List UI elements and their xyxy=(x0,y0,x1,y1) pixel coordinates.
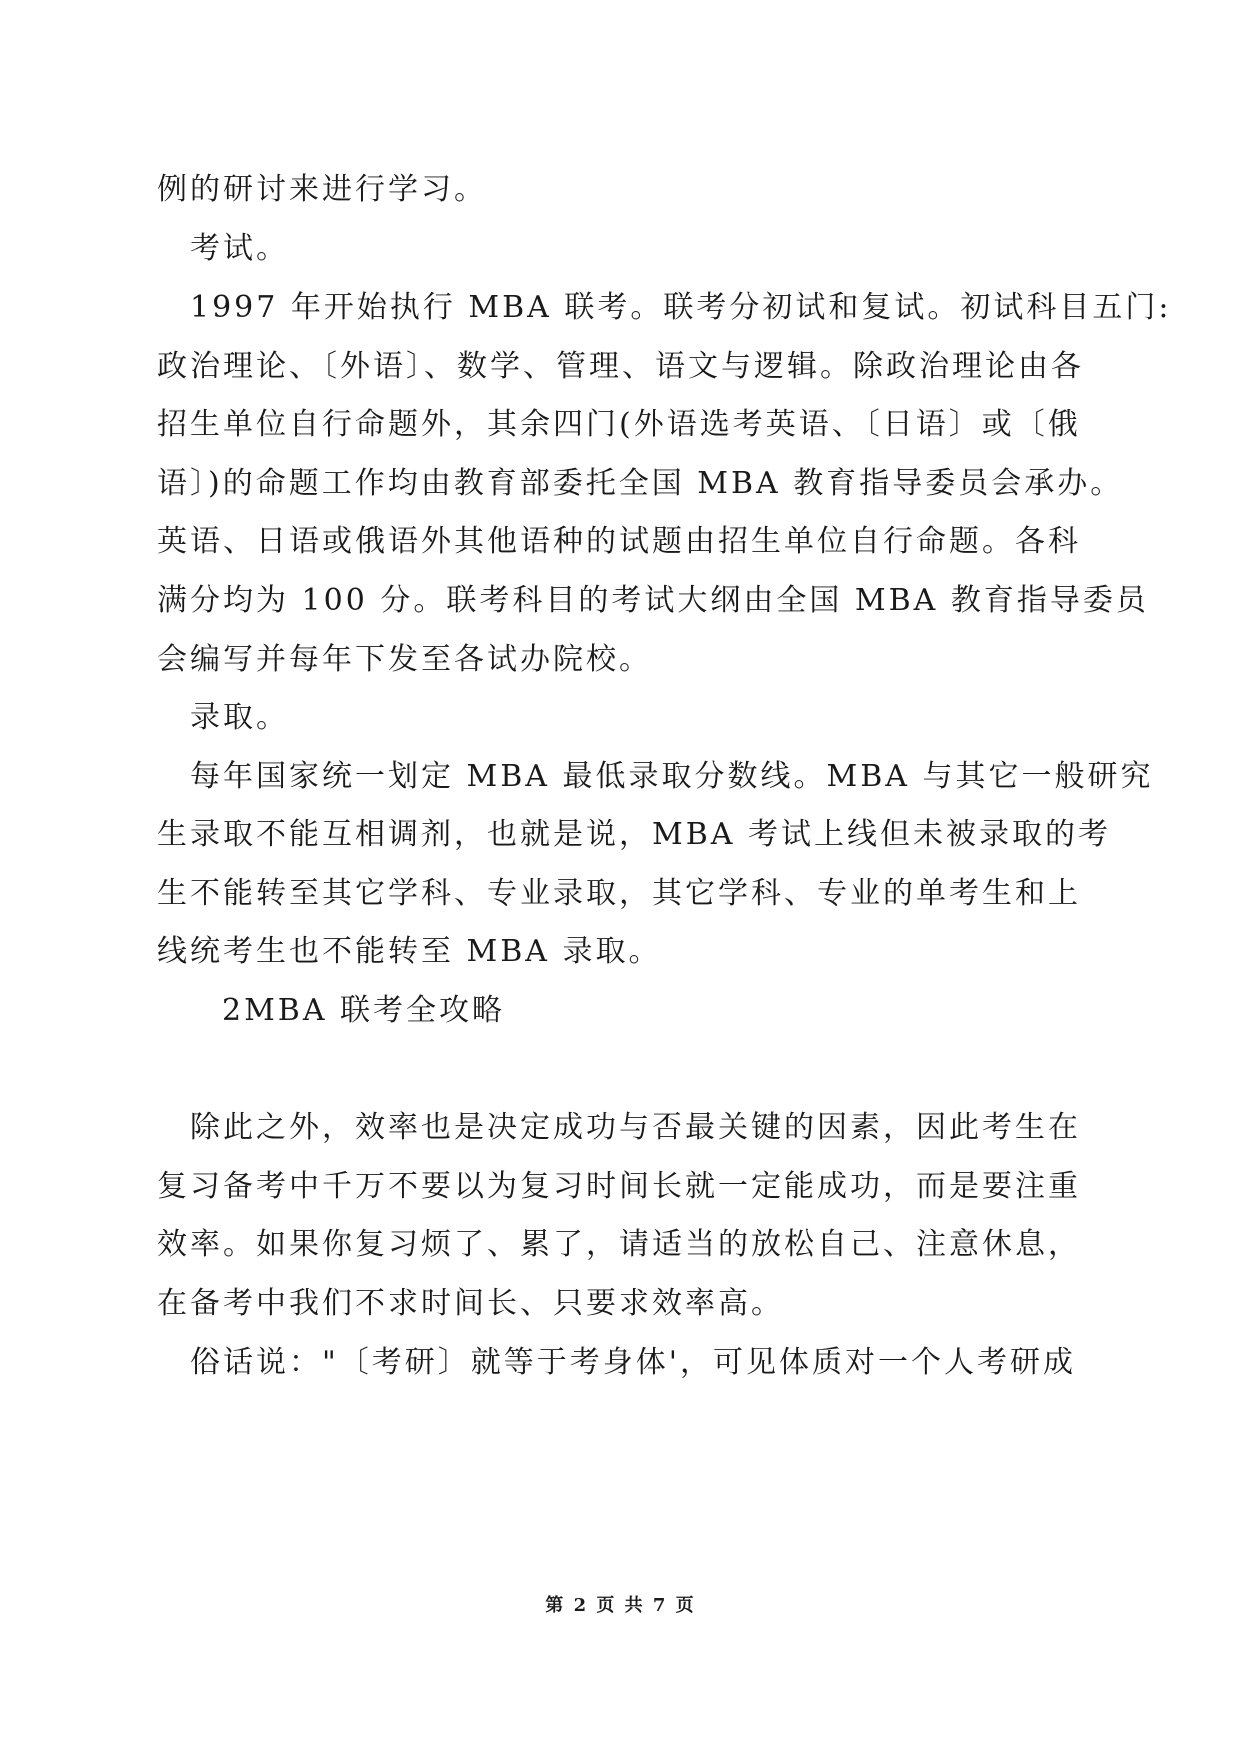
section-heading-exam: 考试。 xyxy=(190,231,289,266)
text-line: 生不能转至其它学科、专业录取，其它学科、专业的单考生和上 xyxy=(157,876,1081,911)
text-line: 在备考中我们不求时间长、只要求效率高。 xyxy=(157,1286,784,1321)
text-line: 除此之外，效率也是决定成功与否最关键的因素，因此考生在 xyxy=(190,1110,1081,1145)
text-line: 1997 年开始执行 MBA 联考。联考分初试和复试。初试科目五门: xyxy=(190,290,1172,325)
text-line: 政治理论、〔外语〕、数学、管理、语文与逻辑。除政治理论由各 xyxy=(157,349,1084,384)
text-line: 语〕)的命题工作均由教育部委托全国 MBA 教育指导委员会承办。 xyxy=(157,466,1124,501)
text-line: 生录取不能互相调剂，也就是说，MBA 考试上线但未被录取的考 xyxy=(157,817,1111,852)
text-line: 例的研讨来进行学习。 xyxy=(157,172,487,207)
text-line: 满分均为 100 分。联考科目的考试大纲由全国 MBA 教育指导委员 xyxy=(157,583,1149,618)
text-line: 每年国家统一划定 MBA 最低录取分数线。MBA 与其它一般研究 xyxy=(190,759,1154,794)
text-line: 招生单位自行命题外，其余四门(外语选考英语、〔日语〕或〔俄 xyxy=(157,407,1081,442)
text-line: 效率。如果你复习烦了、累了，请适当的放松自己、注意休息， xyxy=(157,1227,1081,1262)
text-line: 俗话说："〔考研〕就等于考身体'，可见体质对一个人考研成 xyxy=(190,1345,1077,1380)
section-heading-admission: 录取。 xyxy=(190,700,289,735)
page-number-footer: 第 2 页 共 7 页 xyxy=(545,1595,696,1616)
text-line: 线统考生也不能转至 MBA 录取。 xyxy=(157,934,662,969)
text-line: 复习备考中千万不要以为复习时间长就一定能成功，而是要注重 xyxy=(157,1169,1081,1204)
text-line: 会编写并每年下发至各试办院校。 xyxy=(157,642,652,677)
section-title: 2MBA 联考全攻略 xyxy=(222,993,506,1028)
text-line: 英语、日语或俄语外其他语种的试题由招生单位自行命题。各科 xyxy=(157,524,1081,559)
